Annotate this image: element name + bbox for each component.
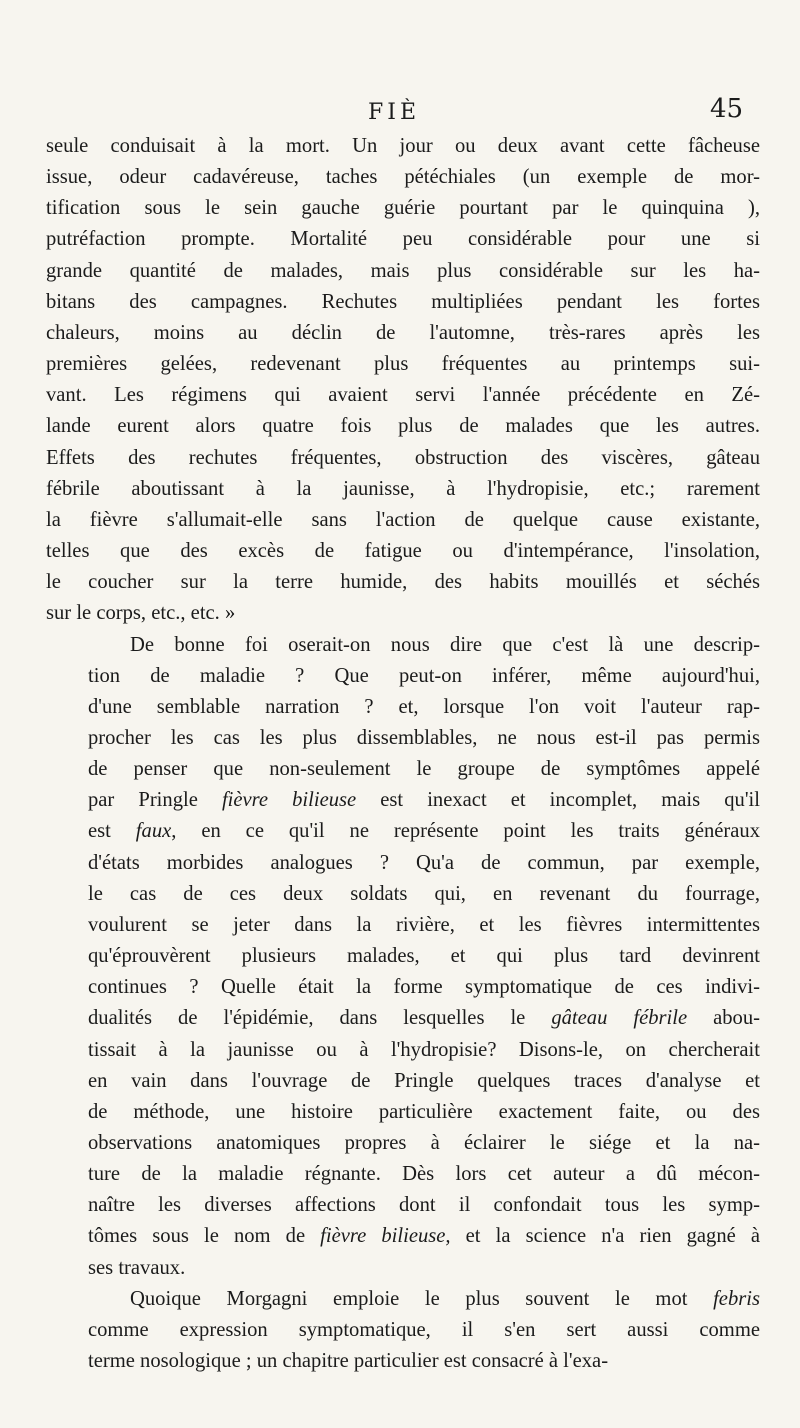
text-line: d'états morbides analogues ? Qu'a de commun, par exemple, [88,851,760,874]
text-line: comme expression symptomatique, il s'en sert aussi comme [88,1318,760,1341]
text-line: chaleurs, moins au déclin de l'automne, très-rares après les [46,321,760,344]
text-line: seule conduisait à la mort. Un jour ou deux avant cette fâcheuse [46,135,760,157]
text-line: Quoique Morgagni emploie le plus souvent le mot febris [130,1287,760,1310]
text-line: continues ? Quelle était la forme symptomatique de ces indivi- [88,976,760,999]
text-line: bitans des campagnes. Rechutes multipliées pendant les fortes [46,290,760,313]
text-line: terme nosologique ; un chapitre particulier est consacré à l'exa- [88,1350,609,1373]
text-line: vant. Les régimens qui avaient servi l'année précédente en Zé- [46,384,760,407]
italic-term: gâteau fébrile [551,1007,688,1030]
page-header [0,92,800,132]
text-line: putréfaction prompte. Mortalité peu considérable pour une si [46,228,760,251]
italic-term: faux [135,820,172,843]
text-line: fébrile aboutissant à la jaunisse, à l'hydropisie, etc.; rarement [46,477,760,500]
text-line: tissait à la jaunisse ou à l'hydropisie? Disons-le, on chercherait [88,1038,760,1061]
text-line: observations anatomiques propres à éclairer le siége et la na- [88,1132,760,1154]
text-line: qu'éprouvèrent plusieurs malades, et qui plus tard devinrent [88,945,760,968]
text-line: naître les diverses affections dont il confondait tous les symp- [88,1194,760,1217]
text-line: Effets des rechutes fréquentes, obstruction des viscères, gâteau [46,446,760,469]
text-line: dualités de l'épidémie, dans lesquelles le gâteau fébrile abou- [88,1007,760,1030]
text-line: De bonne foi oserait-on nous dire que c'est là une descrip- [130,633,760,656]
text-line: de penser que non-seulement le groupe de symptômes appelé [88,758,760,781]
text-line: est faux, en ce qu'il ne représente point les traits généraux [88,820,760,843]
italic-term: fièvre bilieuse, [320,1225,451,1248]
text-line: en vain dans l'ouvrage de Pringle quelques traces d'analyse et [88,1069,760,1092]
page-number: 45 [710,94,744,124]
text-line: de méthode, une histoire particulière exactement faite, ou des [88,1100,760,1123]
text-line: issue, odeur cadavéreuse, taches pétéchiales (un exemple de mor- [46,166,760,189]
body-text [46,131,760,1377]
text-line: ses travaux. [88,1256,186,1279]
running-head: FIÈ [368,100,421,125]
text-line: grande quantité de malades, mais plus considérable sur les ha- [46,259,760,282]
text-line: sur le corps, etc., etc. » [46,602,236,625]
text-line: lande eurent alors quatre fois plus de malades que les autres. [46,415,760,438]
italic-term: fièvre bilieuse [221,789,357,812]
paragraph [46,630,760,1284]
paragraph [46,1284,760,1377]
text-line: par Pringle fièvre bilieuse est inexact et incomplet, mais qu'il [88,789,760,812]
text-line: tification sous le sein gauche guérie pourtant par le quinquina ), [46,197,760,220]
text-line: tion de maladie ? Que peut-on inférer, même aujourd'hui, [88,664,760,687]
text-line: le cas de ces deux soldats qui, en revenant du fourrage, [88,882,760,905]
text-line: ture de la maladie régnante. Dès lors cet auteur a dû mécon- [88,1163,760,1186]
text-line: voulurent se jeter dans la rivière, et les fièvres intermittentes [88,913,760,936]
paragraph [46,131,760,630]
italic-term: febris [713,1287,760,1310]
text-line: procher les cas les plus dissemblables, ne nous est-il pas permis [88,726,760,749]
text-line: tômes sous le nom de fièvre bilieuse, et la science n'a rien gagné à [88,1225,760,1248]
text-line: d'une semblable narration ? et, lorsque l'on voit l'auteur rap- [88,695,760,718]
text-line: le coucher sur la terre humide, des habits mouillés et séchés [46,571,760,594]
text-line: telles que des excès de fatigue ou d'intempérance, l'insolation, [46,540,760,563]
text-line: premières gelées, redevenant plus fréquentes au printemps sui- [46,353,760,376]
text-line: la fièvre s'allumait-elle sans l'action de quelque cause existante, [46,508,760,531]
